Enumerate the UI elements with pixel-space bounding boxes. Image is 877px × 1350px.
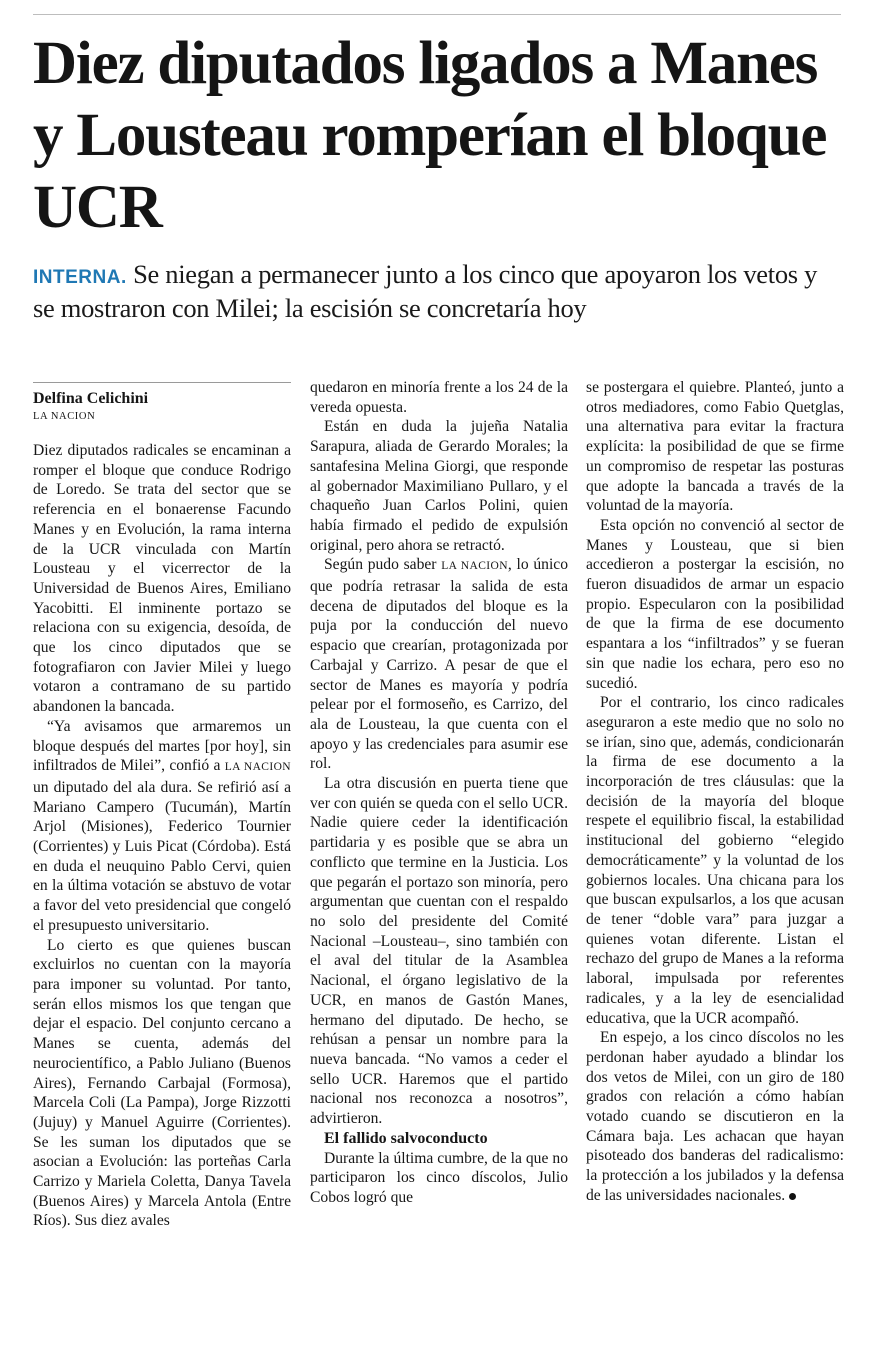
paragraph-text: En espejo, a los cinco díscolos no les perdonan haber ayudado a blindar los dos vetos de Milei, con un giro de 180 grados con relación a cómo habían votado cuando se discutieron en la Cámara baja. Les achacan que hayan pisoteado dos banderas del radicalismo: la protección a los jubilados y la defensa de las universidades nacionales. [586,1029,844,1204]
deck-kicker: INTERNA. [33,267,127,288]
paragraph-text: , lo único que podría retrasar la salida de esta decena de diputados del bloque es la puja por la conducción del nuevo espacio que crearían, protagonizada por Carbajal y Carrizo. A pesar de que el sector de Manes es mayoría y podría pelear por el formoseño, es Carrizo, del ala de Lousteau, la que cuenta con el apoyo y las credenciales para asumir ese rol. [310,556,568,773]
headline: Diez diputados ligados a Manes y Lousteau romperían el bloque UCR [33,30,827,241]
top-rule [33,14,841,15]
paragraph: Esta opción no convenció al sector de Manes y Lousteau, que si bien accedieron a postergar la escisión, no fueron disuadidos de armar un espacio propio. Especularon con la posibilidad de que la firma de ese documento espantara a los “infiltrados” y se fueran sin que nadie los echara, pero eso no sucedió. [586,516,844,692]
paragraph: Durante la última cumbre, de la que no participaron los cinco díscolos, Julio Cobos logró que [310,1149,568,1207]
source-mention: LA NACION [441,560,508,573]
paragraph: Están en duda la jujeña Natalia Sarapura, aliada de Gerardo Morales; la santafesina Melina Giorgi, que responde al gobernador Maximiliano Pullaro, y el chaqueño Juan Carlos Polini, quien había firmado el pedido de expulsión original, pero ahora se retractó. [310,418,568,554]
byline-rule [33,382,291,383]
paragraph [586,1028,844,1205]
paragraph: se postergara el quiebre. Planteó, junto a otros mediadores, como Fabio Quetglas, una alternativa para evitar la fractura explícita: la posibilidad de que se firme un compromiso de respetar las posturas que adopte la bancada a través de la voluntad de la mayoría. [586,379,844,515]
paragraph: quedaron en minoría frente a los 24 de la vereda opuesta. [310,379,568,416]
paragraph [310,555,568,774]
paragraph-text: “Ya avisamos que armaremos un bloque después del martes [por hoy], sin infiltrados de Milei”, confió a [33,717,291,775]
article-column-2 [310,378,568,1208]
article-column-3 [586,378,844,1206]
byline-author: Delfina Celichini [33,390,149,407]
paragraph: Por el contrario, los cinco radicales aseguraron a este medio que no solo no se irían, sino que, además, condicionarán la firma de ese documento a la incorporación de tres cláusulas: que la decisión de la mayoría del bloque respete el equilibrio fiscal, la estabilidad institucional del gobierno “elegido democráticamente” y la voluntad de los gobiernos locales. Una chicana para los que buscan expulsarlos, a los que acusan de tener “doble vara” para juzgar a quienes votan diferente. Listan el rechazo del grupo de Manes a la reforma laboral, impulsada por referentes radicales, y a la ley de esencialidad educativa, que la UCR acompañó. [586,694,844,1027]
source-mention: LA NACION [224,761,291,774]
paragraph: Diez diputados radicales se encaminan a romper el bloque que conduce Rodrigo de Loredo. Se trata del sector que se referencia en el bonaerense Facundo Manes y en Evolución, la rama interna de la UCR vinculada con Martín Lousteau y el vicerrector de la Universidad de Buenos Aires, Emiliano Yacobitti. El inminente portazo se relaciona con su exigencia, desoída, de que los cinco diputados que se fotografiaron con Javier Milei y luego votaron a contramano de su partido abandonen la bancada. [33,442,291,716]
end-mark-icon [789,1193,796,1200]
paragraph-text: Según pudo saber [324,556,437,574]
byline-source: LA NACION [33,411,96,422]
article-column-1 [33,382,291,1231]
paragraph [33,717,291,936]
paragraph-text: un diputado del ala dura. Se refirió así a Mariano Campero (Tucumán), Martín Arjol (Misiones), Federico Tournier (Corrientes) y Luis Picat (Córdoba). Está en duda el neuquino Pablo Cervi, quien en la última votación se abstuvo de votar a favor del veto presidencial que congeló el presupuesto universitario. [33,778,291,934]
paragraph: Lo cierto es que quienes buscan excluirlos no cuentan con la mayoría para imponer su voluntad. Por tanto, serán ellos mismos los que tengan que dejar el espacio. Del conjunto cercano a Manes se cuenta, además del neurocientífico, a Pablo Juliano (Buenos Aires), Fernando Carbajal (Formosa), Marcela Coli (La Pampa), Jorge Rizzotti (Jujuy) y Manuel Aguirre (Corrientes). Se les suman los diputados que se asocian a Evolución: las porteñas Carla Carrizo y Mariela Coletta, Danya Tavela (Buenos Aires) y Marcela Antola (Entre Ríos). Sus diez avales [33,936,291,1230]
paragraph: La otra discusión en puerta tiene que ver con quién se queda con el sello UCR. Nadie quiere ceder la identificación partidaria y es posible que se abra un conflicto que termine en la Justicia. Los que pegarán el portazo son minoría, pero argumentan que cuentan con el respaldo no solo del presidente del Comité Nacional –Lousteau–, sino también con el aval del titular de la Asamblea Nacional, el órgano legislativo de la UCR, en manos de Gastón Manes, hermano del diputado. De hecho, se rehúsan a pensar un nombre para la nueva bancada. “No vamos a ceder el sello UCR. Haremos que el partido nacional nos reconozca a nosotros”, advirtieron. [310,775,568,1128]
deck-text: Se niegan a permanecer junto a los cinco que apoyaron los vetos y se mostraron con Milei; la escisión se concretaría hoy [33,259,818,323]
subheading: El fallido salvoconducto [324,1129,488,1147]
deck [33,259,841,324]
